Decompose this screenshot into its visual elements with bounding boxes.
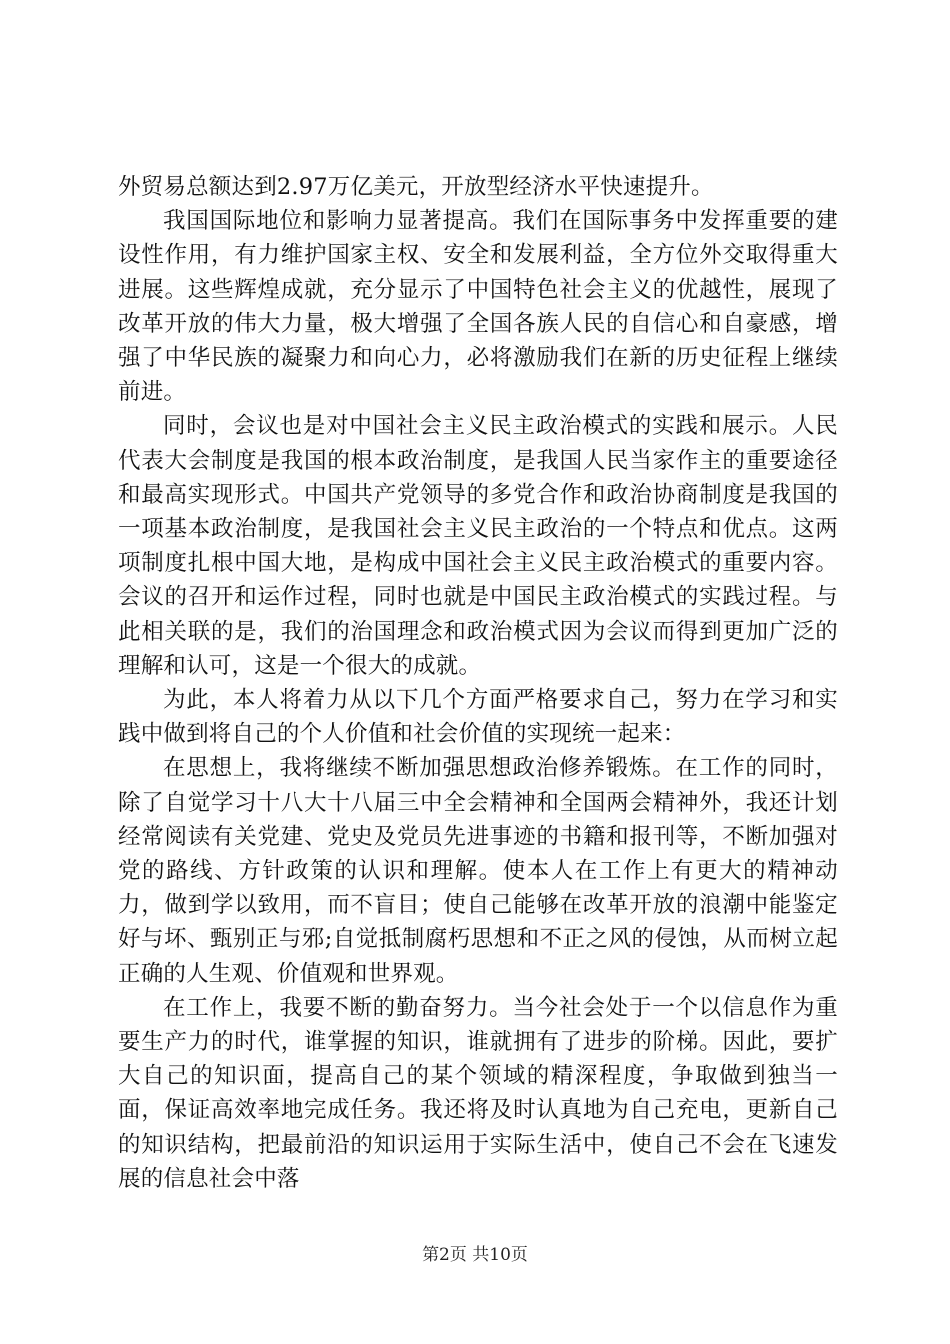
document-body bbox=[118, 170, 838, 1196]
page-footer: 第2页 共10页 bbox=[422, 1245, 528, 1265]
paragraph: 我国国际地位和影响力显著提高。我们在国际事务中发挥重要的建设性作用，有力维护国家主权、安全和发展利益，全方位外交取得重大进展。这些辉煌成就，充分显示了中国特色社会主义的优越性，展现了改革开放的伟大力量，极大增强了全国各族人民的自信心和自豪感，增强了中华民族的凝聚力和向心力，必将激励我们在新的历史征程上继续前进。 bbox=[118, 208, 838, 406]
paragraph: 在思想上，我将继续不断加强思想政治修养锻炼。在工作的同时，除了自觉学习十八大十八届三中全会精神和全国两会精神外，我还计划经常阅读有关党建、党史及党员先进事迹的书籍和报刊等，不断加强对党的路线、方针政策的认识和理解。使本人在工作上有更大的精神动力，做到学以致用，而不盲目；使自己能够在改革开放的浪潮中能鉴定好与坏、甄别正与邪;自觉抵制腐朽思想和不正之风的侵蚀，从而树立起正确的人生观、价值观和世界观。 bbox=[118, 755, 838, 987]
paragraph: 外贸易总额达到2.97万亿美元，开放型经济水平快速提升。 bbox=[118, 174, 714, 200]
paragraph: 同时，会议也是对中国社会主义民主政治模式的实践和展示。人民代表大会制度是我国的根本政治制度，是我国人民当家作主的重要途径和最高实现形式。中国共产党领导的多党合作和政治协商制度是我国的一项基本政治制度，是我国社会主义民主政治的一个特点和优点。这两项制度扎根中国大地，是构成中国社会主义民主政治模式的重要内容。会议的召开和运作过程，同时也就是中国民主政治模式的实践过程。与此相关联的是，我们的治国理念和政治模式因为会议而得到更加广泛的理解和认可，这是一个很大的成就。 bbox=[118, 413, 838, 679]
paragraph: 为此，本人将着力从以下几个方面严格要求自己，努力在学习和实践中做到将自己的个人价值和社会价值的实现统一起来： bbox=[118, 687, 838, 748]
paragraph: 在工作上，我要不断的勤奋努力。当今社会处于一个以信息作为重要生产力的时代，谁掌握的知识，谁就拥有了进步的阶梯。因此，要扩大自己的知识面，提高自己的某个领域的精深程度，争取做到独当一面，保证高效率地完成任务。我还将及时认真地为自己充电，更新自己的知识结构，把最前沿的知识运用于实际生活中，使自己不会在飞速发展的信息社会中落 bbox=[118, 994, 838, 1192]
